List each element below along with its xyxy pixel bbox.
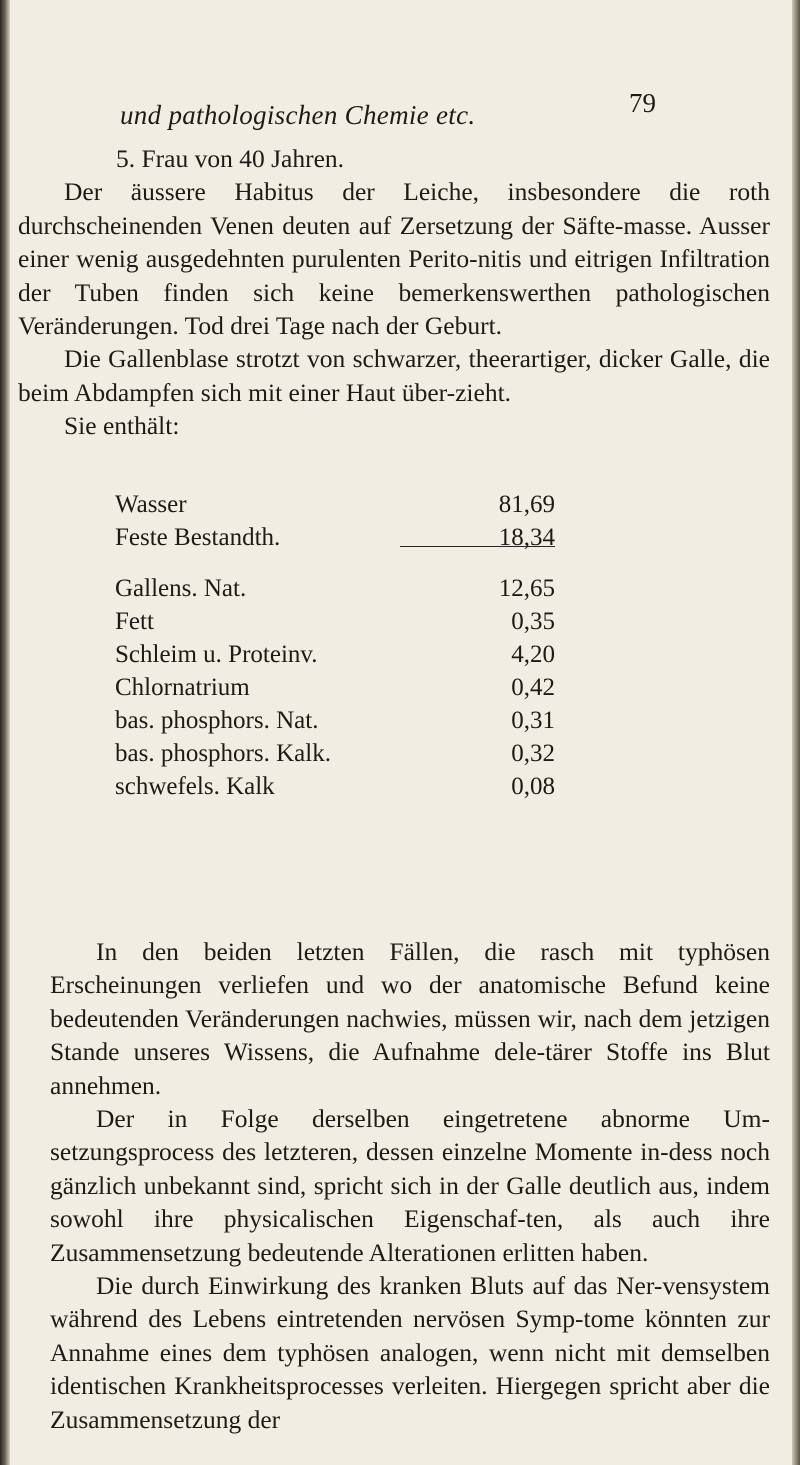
- table-row-value: 0,31: [511, 707, 555, 734]
- table-row: [115, 674, 555, 707]
- table-row-value: 0,35: [511, 608, 555, 635]
- table-row: [115, 707, 555, 740]
- table-row-value: 0,08: [511, 773, 555, 800]
- table-row-name: schwefels. Kalk: [115, 773, 275, 800]
- table-row-name: Schleim u. Proteinv.: [115, 641, 318, 668]
- table-row-value: 12,65: [498, 575, 555, 602]
- running-title: und pathologischen Chemie etc.: [120, 100, 476, 130]
- composition-table: [115, 491, 555, 806]
- table-row-name: Fett: [115, 608, 154, 635]
- text-block-top: [18, 142, 770, 443]
- table-row: [115, 491, 555, 524]
- table-row: [115, 575, 555, 608]
- table-row-value: 4,20: [511, 641, 555, 668]
- paragraph-contents-intro: Sie enthält:: [64, 411, 180, 441]
- table-row-name: bas. phosphors. Nat.: [115, 707, 319, 734]
- table-row-name: Gallens. Nat.: [115, 575, 247, 602]
- table-row-name: bas. phosphors. Kalk.: [115, 740, 331, 767]
- table-row: [115, 740, 555, 773]
- table-row-name: Feste Bestandth.: [115, 524, 281, 551]
- paragraph-gallenblase: Die Gallenblase strotzt von schwarzer, theerartiger, dicker Galle, die beim Abdampfen sich mit einer Haut über-zieht.: [18, 344, 770, 407]
- table-row: [115, 608, 555, 641]
- page-number: 79: [629, 88, 656, 118]
- paragraph-conclusion: In den beiden letzten Fällen, die rasch mit typhösen Erscheinungen verliefen und wo der anatomische Befund keine bedeutenden Veränderungen nachwies, müssen wir, nach dem jetzigen Stande unseres Wissens, die Aufnahme dele-tärer Stoffe ins Blut annehmen.: [50, 937, 770, 1100]
- page-outer-edge: [792, 0, 800, 1465]
- table-row-value: 0,32: [511, 740, 555, 767]
- table-row-value: 18,34: [498, 524, 555, 551]
- table-row: [115, 641, 555, 674]
- text-block-bottom: [50, 935, 770, 1436]
- table-row: [115, 773, 555, 806]
- table-row-value: 0,42: [511, 674, 555, 701]
- paragraph-habitus: Der äussere Habitus der Leiche, insbesondere die roth durchscheinenden Venen deuten auf Zersetzung der Säfte-masse. Ausser einer wenig ausgedehnten purulenten Perito-nitis und eitrigen Infiltration der Tuben finden sich keine bemerkenswerthen pathologischen Veränderungen. Tod drei Tage nach der Geburt.: [18, 177, 770, 341]
- case-heading: 5. Frau von 40 Jahren.: [116, 144, 345, 173]
- paragraph-nervensystem: Die durch Einwirkung des kranken Bluts auf das Ner-vensystem während des Lebens eintretenden nervösen Symp-tome könnten zur Annahme eines dem typhösen analogen, wenn nicht mit demselben identischen Krankheitsprocesses verleiten. Hiergegen spricht aber die Zusammensetzung der: [50, 1271, 770, 1434]
- table-sum-rule: [400, 546, 555, 547]
- page-binding-edge: [0, 0, 10, 1465]
- paragraph-umsetzung: Der in Folge derselben eingetretene abnorme Um-setzungsprocess des letzteren, dessen einzelne Momente in-dess noch gänzlich unbekannt sind, spricht sich in der Galle deutlich aus, indem sowohl ihre physicalischen Eigenschaf-ten, als auch ihre Zusammensetzung bedeutende Alterationen erlitten haben.: [50, 1104, 770, 1267]
- table-row-name: Wasser: [115, 491, 187, 518]
- table-row-name: Chlornatrium: [115, 674, 250, 701]
- table-row-value: 81,69: [498, 491, 555, 518]
- table-row: [115, 524, 555, 557]
